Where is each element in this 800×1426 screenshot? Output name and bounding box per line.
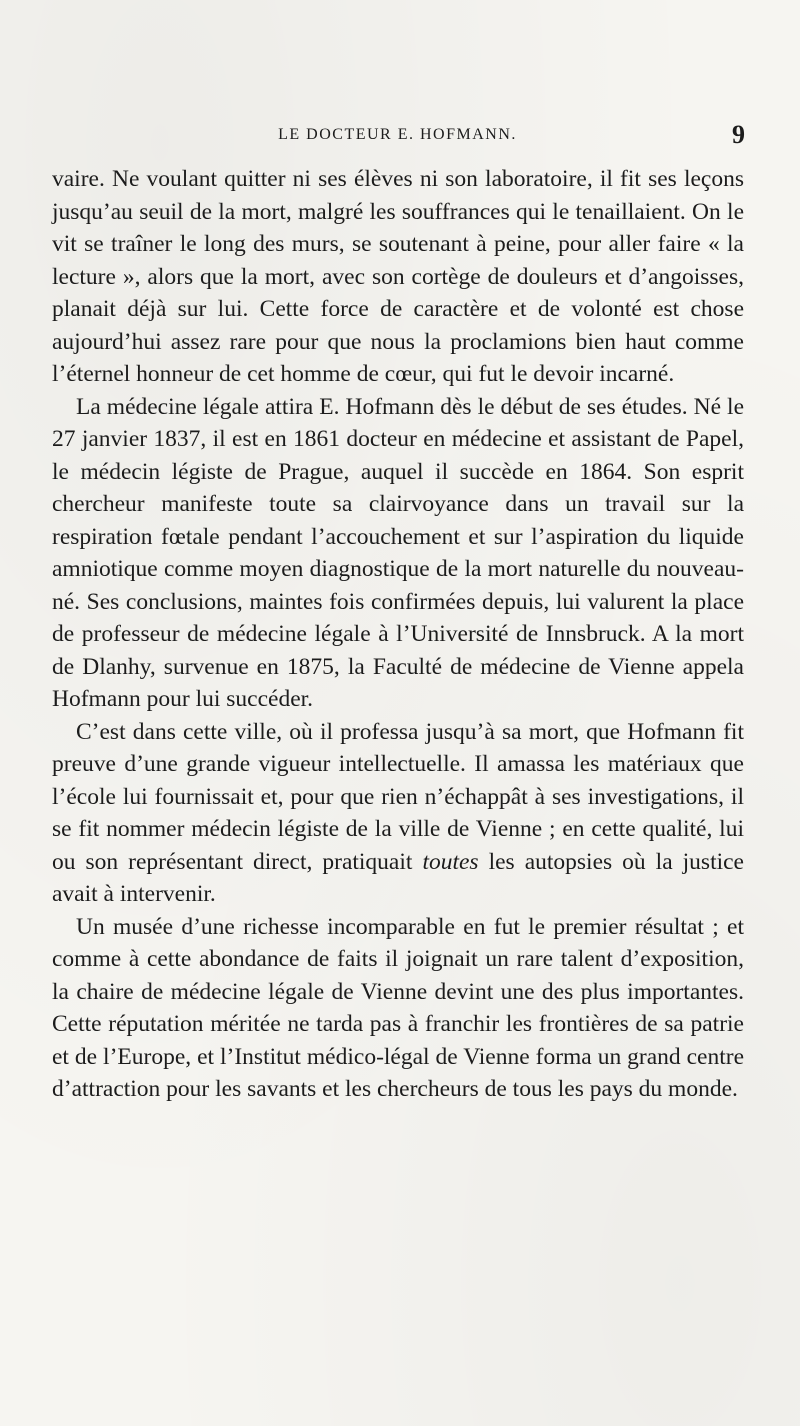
body-text xyxy=(52,163,744,1106)
paragraph-vienna xyxy=(52,716,744,911)
paragraph-continuation: vaire. Ne voulant quitter ni ses élèves ni son laboratoire, il fit ses leçons jusqu’au seuil de la mort, malgré les souffrances qui le tenaillaient. On le vit se traîner le long des murs, se soutenant à peine, pour aller faire « la lecture », alors que la mort, avec son cortège de douleurs et d’angoisses, planait déjà sur lui. Cette force de caractère et de volonté est chose aujourd’hui assez rare pour que nous la proclamions bien haut comme l’éternel honneur de cet homme de cœur, qui fut le devoir incarné. xyxy=(52,166,744,387)
running-header xyxy=(50,120,745,150)
paragraph-museum: Un musée d’une richesse incomparable en fut le premier résultat ; et comme à cette abondance de faits il joignait un rare talent d’exposition, la chaire de médecine légale de Vienne devint une des plus importantes. Cette réputation méritée ne tarda pas à franchir les frontières de sa patrie et de l’Europe, et l’Institut médico-légal de Vienne forma un grand centre d’attraction pour les savants et les chercheurs de tous les pays du monde. xyxy=(52,913,744,1102)
emphasized-word: toutes xyxy=(422,848,479,875)
paragraph-text: C’est dans cette ville, où il professa jusqu’à sa mort, que Hofmann fit preuve d’une grande vigueur intellectuelle. Il amassa les matériaux que l’école lui fournissait et, pour que rien n’échappât à ses investigations, il se fit nommer médecin légiste de la ville de Vienne ; en cette qualité, lui ou son représentant direct, pratiquait xyxy=(52,718,744,875)
page-number: 9 xyxy=(732,120,745,149)
running-title: LE DOCTEUR E. HOFMANN. xyxy=(278,126,517,143)
paragraph-text: les autopsies où la justice avait à intervenir. xyxy=(52,848,744,907)
paragraph-legal-medicine: La médecine légale attira E. Hofmann dès le début de ses études. Né le 27 janvier 1837, il est en 1861 docteur en médecine et assistant de Papel, le médecin légiste de Prague, auquel il succède en 1864. Son esprit chercheur manifeste toute sa clairvoyance dans un travail sur la respiration fœtale pendant l’accouchement et sur l’aspiration du liquide amniotique comme moyen diagnostique de la mort naturelle du nouveau-né. Ses conclusions, maintes fois confirmées depuis, lui valurent la place de professeur de médecine légale à l’Université de Innsbruck. A la mort de Dlanhy, survenue en 1875, la Faculté de médecine de Vienne appela Hofmann pour lui succéder. xyxy=(52,393,744,712)
